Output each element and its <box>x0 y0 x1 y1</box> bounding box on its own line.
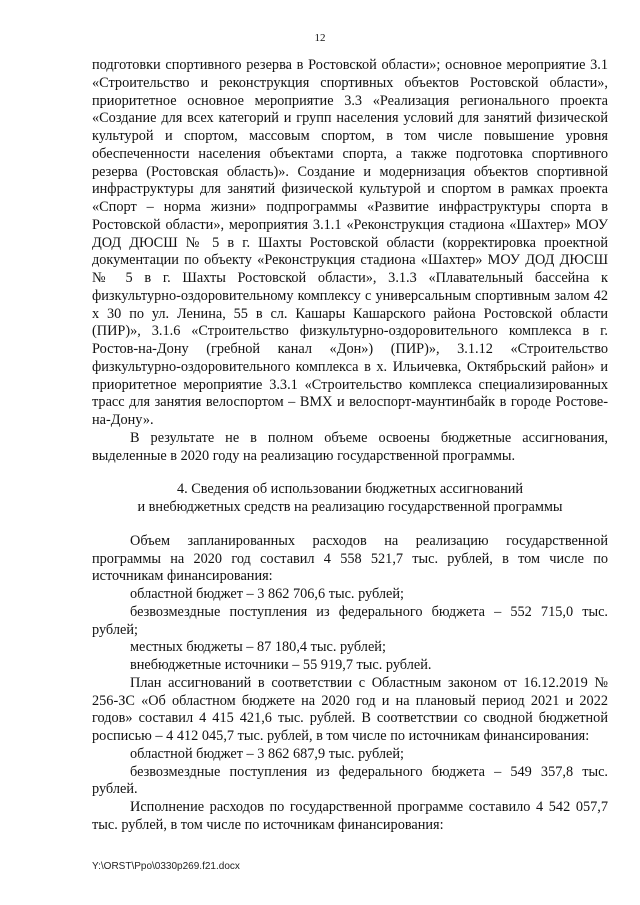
paragraph-1: подготовки спортивного резерва в Ростовской области»; основное мероприятие 3.1 «Строительство и реконструкция спортивных объектов Ростовской области», приоритетное основное мероприятие 3.3 «Реализация регионального проекта «Создание для всех категорий и групп населения условий для занятий физической культурой и спортом, массовым спортом, в том числе повышение уровня обеспеченности населения объектами спорта, а также подготовка спортивного резерва (Ростовская область)». Создание и модернизация объектов спортивной инфраструктуры для занятий физической культурой и спортом в рамках проекта «Спорт – норма жизни» подпрограммы «Развитие инфраструктуры спорта в Ростовской области», мероприятия 3.1.1 «Реконструкция стадиона «Шахтер» МОУ ДОД ДЮСШ № 5 в г. Шахты Ростовской области (корректировка проектной документации по объекту «Реконструкция стадиона «Шахтер» МОУ ДОД ДЮСШ № 5 в г. Шахты Ростовской области», 3.1.3 «Плавательный бассейна к физкультурно-оздоровительному комплексу с универсальным спортивным залом 42 х 30 по ул. Ленина, 55 в сл. Кашары Кашарского района Ростовской области (ПИР)», 3.1.6 «Строительство физкультурно-оздоровительного комплекса в г. Ростов-на-Дону (гребной канал «Дон») (ПИР)», 3.1.12 «Строительство физкультурно-оздоровительного комплекса в х. Ильичевка, Октябрьский район» и приоритетное мероприятие 3.3.1 «Строительство комплекса специализированных трасс для занятия велоспортом – ВМХ и велоспорт-маунтинбайк в городе Ростове-на-Дону». <box>92 57 608 428</box>
paragraph-8: План ассигнований в соответствии с Областным законом от 16.12.2019 № 256-ЗС «Об областном бюджете на 2020 год и на плановый период 2021 и 2022 годов» составил 4 415 421,6 тыс. рублей. В соответствии со сводной бюджетной росписью – 4 412 045,7 тыс. рублей, в том числе по источникам финансирования: <box>92 674 608 744</box>
paragraph-11: Исполнение расходов по государственной программе составило 4 542 057,7 тыс. рублей, в том числе по источникам финансирования: <box>92 799 608 833</box>
paragraph-9: областной бюджет – 3 862 687,9 тыс. рублей; <box>130 745 405 762</box>
section-heading-line-2: и внебюджетных средств на реализацию государственной программы <box>137 499 563 515</box>
paragraph-5: безвозмездные поступления из федерального бюджета – 552 715,0 тыс. рублей; <box>92 603 608 638</box>
section-heading-line-1: 4. Сведения об использовании бюджетных ассигнований <box>176 481 524 498</box>
paragraph-7: внебюджетные источники – 55 919,7 тыс. рублей. <box>130 657 432 673</box>
document-body <box>92 57 608 835</box>
paragraph-4: областной бюджет – 3 862 706,6 тыс. рублей; <box>130 586 405 602</box>
footer-file-path: Y:\ORST\Ppo\0330p269.f21.docx <box>92 861 240 872</box>
section-heading <box>92 481 608 517</box>
paragraph-2: В результате не в полном объеме освоены бюджетные ассигнования, выделенные в 2020 году на реализацию государственной программы. <box>92 429 608 464</box>
paragraph-3: Объем запланированных расходов на реализацию государственной программы на 2020 год составил 4 558 521,7 тыс. рублей, в том числе по источникам финансирования: <box>92 532 608 585</box>
paragraph-10: безвозмездные поступления из федерального бюджета – 549 357,8 тыс. рублей. <box>92 763 608 798</box>
page-number: 12 <box>314 32 326 44</box>
paragraph-6: местных бюджеты – 87 180,4 тыс. рублей; <box>130 639 386 656</box>
